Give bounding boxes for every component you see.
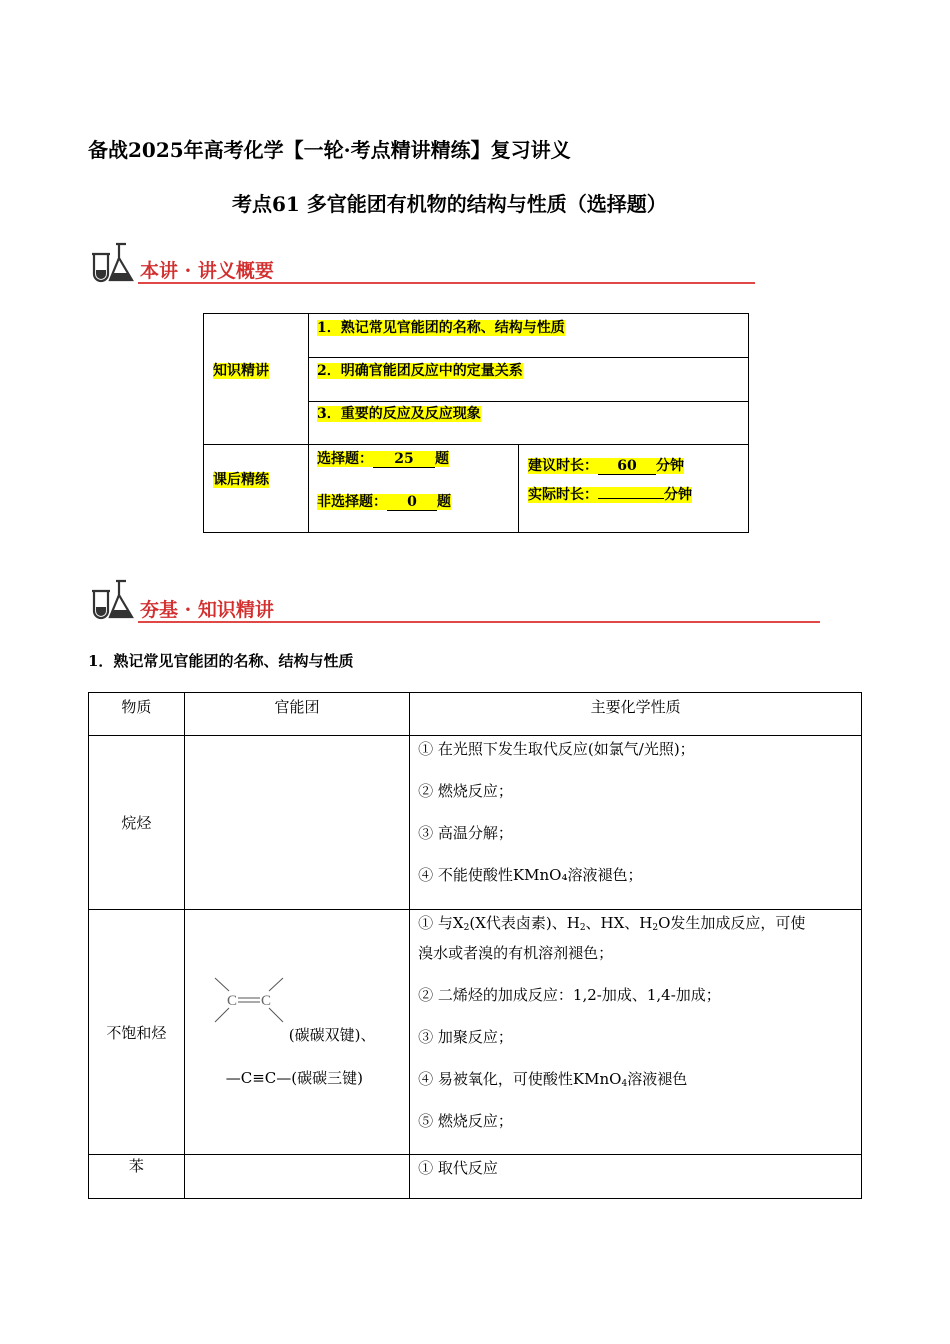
substance-cell: 烷烃 (89, 736, 185, 910)
property-line: ④ 易被氧化，可使酸性KMnO$_4$溶液褪色 (418, 1070, 688, 1089)
choice-count-line: 选择题： 25 题 (317, 451, 449, 467)
section-underline (138, 621, 820, 623)
property-line: ⑤ 燃烧反应； (418, 1112, 513, 1130)
overview-item: 1．熟记常见官能团的名称、结构与性质 (317, 320, 565, 336)
properties-cell (410, 910, 862, 1155)
actual-time-line: 实际时长： 分钟 (528, 487, 692, 503)
overview-box (203, 313, 749, 533)
substance-cell: 不饱和烃 (89, 910, 185, 1155)
property-line: ① 与$X_2(X$代表卤素)、$H_2$、HX、$H_2O$发生加成反应，可使 (418, 914, 806, 933)
section-title: 夯基 · 知识精讲 (140, 599, 274, 621)
triple-bond-label: —C≡C—(碳碳三键) (225, 1069, 363, 1087)
subsection-heading: 1．熟记常见官能团的名称、结构与性质 (88, 652, 354, 670)
section-header-knowledge (88, 577, 823, 627)
section-title: 本讲 · 讲义概要 (140, 260, 274, 282)
property-line: ② 二烯烃的加成反应：1,2-加成、1,4-加成； (418, 986, 721, 1004)
functional-group-cell (184, 736, 409, 910)
property-line: ③ 高温分解； (418, 824, 513, 842)
overview-item: 2．明确官能团反应中的定量关系 (317, 363, 523, 379)
property-line: ④ 不能使酸性KMnO₄溶液褪色； (418, 866, 643, 884)
double-bond-label: (碳碳双键)、 (288, 1026, 376, 1044)
suggested-time: 60 (598, 458, 656, 475)
svg-text:C: C (226, 993, 237, 1009)
property-line: ② 燃烧反应； (418, 782, 513, 800)
section-header-overview (88, 240, 758, 290)
property-line: 溴水或者溴的有机溶剂褪色； (418, 944, 614, 962)
lab-flask-icon (88, 240, 136, 286)
table-row (89, 910, 862, 1155)
section-underline (138, 282, 755, 284)
practice-label: 课后精练 (213, 472, 269, 488)
topic-title: 考点61 多官能团有机物的结构与性质（选择题） (232, 192, 667, 216)
column-header: 主要化学性质 (410, 693, 862, 736)
non-choice-count-line: 非选择题： 0 题 (317, 494, 451, 510)
table-header-row (89, 693, 862, 736)
property-line: ① 在光照下发生取代反应(如氯气/光照)； (418, 740, 695, 758)
choice-count: 25 (373, 451, 435, 468)
lab-flask-icon (88, 577, 136, 623)
actual-time-blank (598, 498, 664, 499)
double-bond-structure (213, 976, 285, 1026)
overview-item: 3．重要的反应及反应现象 (317, 406, 481, 422)
document-title: 备战2025年高考化学【一轮·考点精讲精练】复习讲义 (88, 138, 571, 162)
table-row (89, 1155, 862, 1199)
functional-group-cell (184, 910, 409, 1155)
non-choice-count: 0 (387, 494, 437, 511)
functional-group-cell (184, 1155, 409, 1199)
properties-cell (410, 1155, 862, 1199)
column-header: 物质 (89, 693, 185, 736)
property-line: ③ 加聚反应； (418, 1028, 513, 1046)
column-header: 官能团 (184, 693, 409, 736)
functional-group-table (88, 692, 862, 1199)
property-line: ① 取代反应 (418, 1159, 498, 1177)
table-row (89, 736, 862, 910)
suggested-time-line: 建议时长： 60 分钟 (528, 458, 684, 474)
properties-cell (410, 736, 862, 910)
substance-cell: 苯 (89, 1155, 185, 1199)
svg-text:C: C (260, 993, 271, 1009)
knowledge-label: 知识精讲 (213, 363, 269, 379)
